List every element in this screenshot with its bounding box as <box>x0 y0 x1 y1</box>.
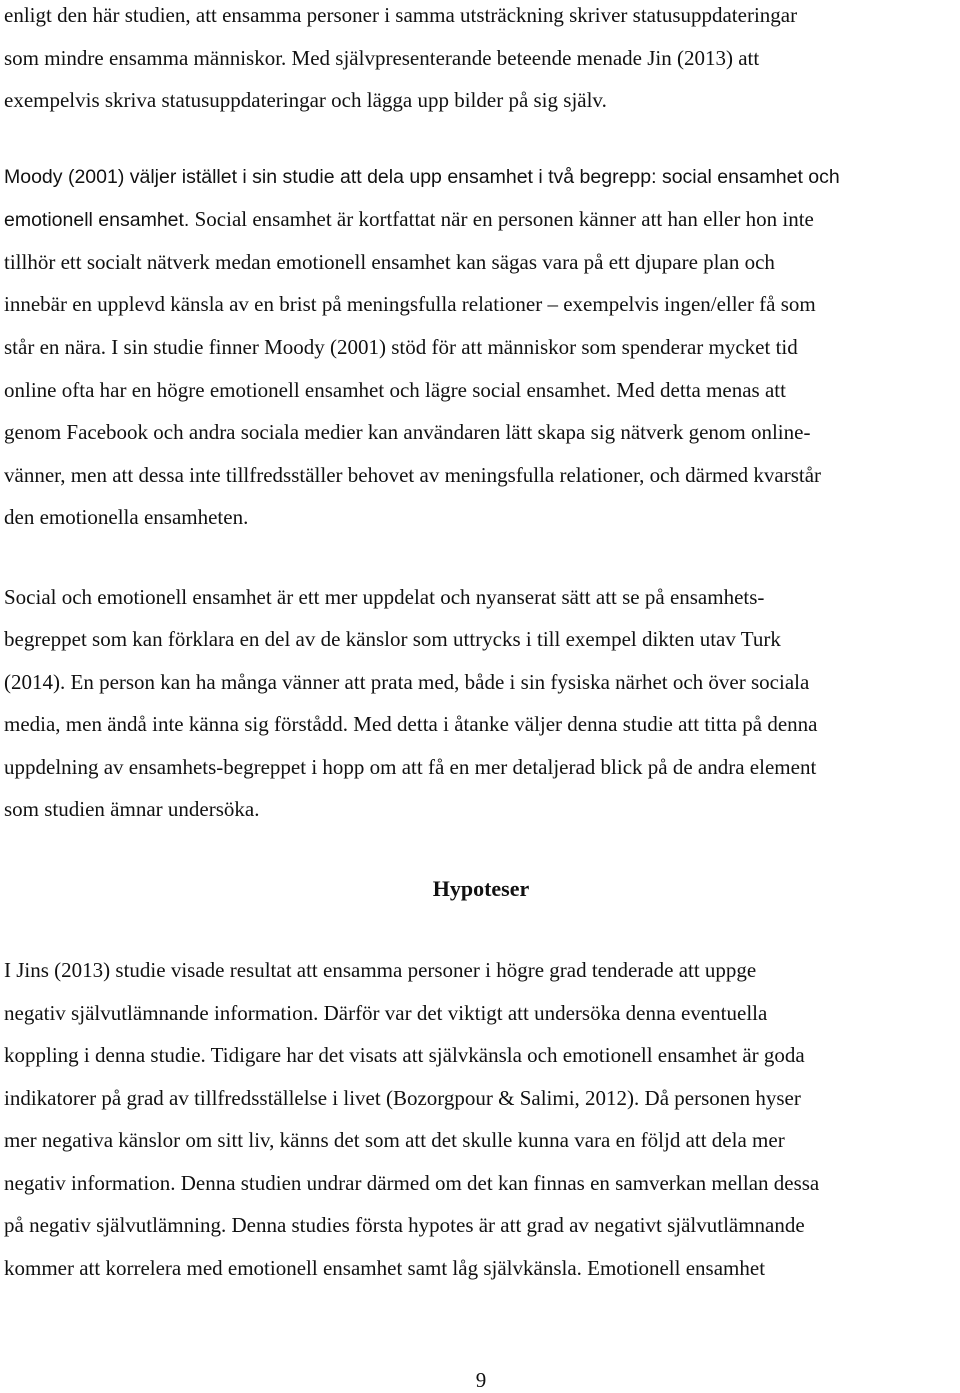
section-heading: Hypoteser <box>432 876 530 901</box>
paragraph-2-serif-text: Social ensamhet är kortfattat när en personen känner att han eller hon inte <box>189 207 814 231</box>
paragraph-2-line: innebär en upplevd känsla av en brist på meningsfulla relationer – exempelvis ingen/eller få som <box>4 292 816 316</box>
paragraph-3-line: begreppet som kan förklara en del av de känslor som uttrycks i till exempel dikten utav Turk <box>4 627 781 651</box>
paragraph-3-line: media, men ändå inte känna sig förstådd. Med detta i åtanke väljer denna studie att titta på denna <box>4 712 818 736</box>
paragraph-4-line: negativ information. Denna studien undrar därmed om det kan finnas en samverkan mellan dessa <box>4 1171 820 1195</box>
paragraph-1-line: enligt den här studien, att ensamma personer i samma utsträckning skriver statusuppdateringar <box>4 3 798 27</box>
paragraph-2-serif-text: online ofta har en högre emotionell ensamhet och lägre social ensamhet. <box>4 378 612 402</box>
paragraph-1-line: som mindre ensamma människor. Med självpresenterande beteende menade Jin (2013) att <box>4 46 760 70</box>
paragraph-2-line: tillhör ett socialt nätverk medan emotionell ensamhet kan sägas vara på ett djupare plan och <box>4 250 775 274</box>
paragraph-2-line: Moody (2001) väljer istället i sin studie att dela upp ensamhet i två begrepp: social ensamhet och <box>4 166 840 188</box>
paragraph-2-serif-text: I sin studie finner Moody (2001) stöd för att människor som spenderar mycket tid <box>106 335 798 359</box>
paragraph-2-serif-text: Med detta menas att <box>611 378 786 402</box>
paragraph-2-line: vänner, men att dessa inte tillfredsställer behovet av meningsfulla relationer, och därmed kvarstår <box>4 463 822 487</box>
page-number: 9 <box>475 1368 487 1392</box>
paragraph-4-line: mer negativa känslor om sitt liv, känns det som att det skulle kunna vara en följd att dela mer <box>4 1128 785 1152</box>
paragraph-4-line: I Jins (2013) studie visade resultat att ensamma personer i högre grad tenderade att uppge <box>4 958 757 982</box>
paragraph-2-sans-text: emotionell ensamhet. <box>4 209 190 231</box>
paragraph-4-line: indikatorer på grad av tillfredsställelse i livet (Bozorgpour & Salimi, 2012). Då personen hyser <box>4 1086 801 1110</box>
paragraph-4-line: koppling i denna studie. Tidigare har det visats att självkänsla och emotionell ensamhet är goda <box>4 1043 805 1067</box>
paragraph-3-line: uppdelning av ensamhets-begreppet i hopp om att få en mer detaljerad blick på de andra element <box>4 755 817 779</box>
paragraph-2-line <box>4 334 798 360</box>
paragraph-2-serif-text: står en nära. <box>4 335 107 359</box>
paragraph-3-line: som studien ämnar undersöka. <box>4 797 260 821</box>
paragraph-2-line <box>4 377 786 403</box>
paragraph-1-line: exempelvis skriva statusuppdateringar och lägga upp bilder på sig själv. <box>4 88 607 112</box>
paragraph-4-line: negativ självutlämnande information. Därför var det viktigt att undersöka denna eventuella <box>4 1001 768 1025</box>
paragraph-4-line: på negativ självutlämning. Denna studies första hypotes är att grad av negativt självutlämnande <box>4 1213 805 1237</box>
paragraph-3-line: (2014). En person kan ha många vänner att prata med, både i sin fysiska närhet och över sociala <box>4 670 810 694</box>
paragraph-2-line <box>4 206 814 233</box>
paragraph-4-line: kommer att korrelera med emotionell ensamhet samt låg självkänsla. Emotionell ensamhet <box>4 1256 766 1280</box>
paragraph-2-line: den emotionella ensamheten. <box>4 505 249 529</box>
paragraph-2-line: genom Facebook och andra sociala medier kan användaren lätt skapa sig nätverk genom online- <box>4 420 811 444</box>
paragraph-3-line: Social och emotionell ensamhet är ett mer uppdelat och nyanserat sätt att se på ensamhets- <box>4 585 765 609</box>
